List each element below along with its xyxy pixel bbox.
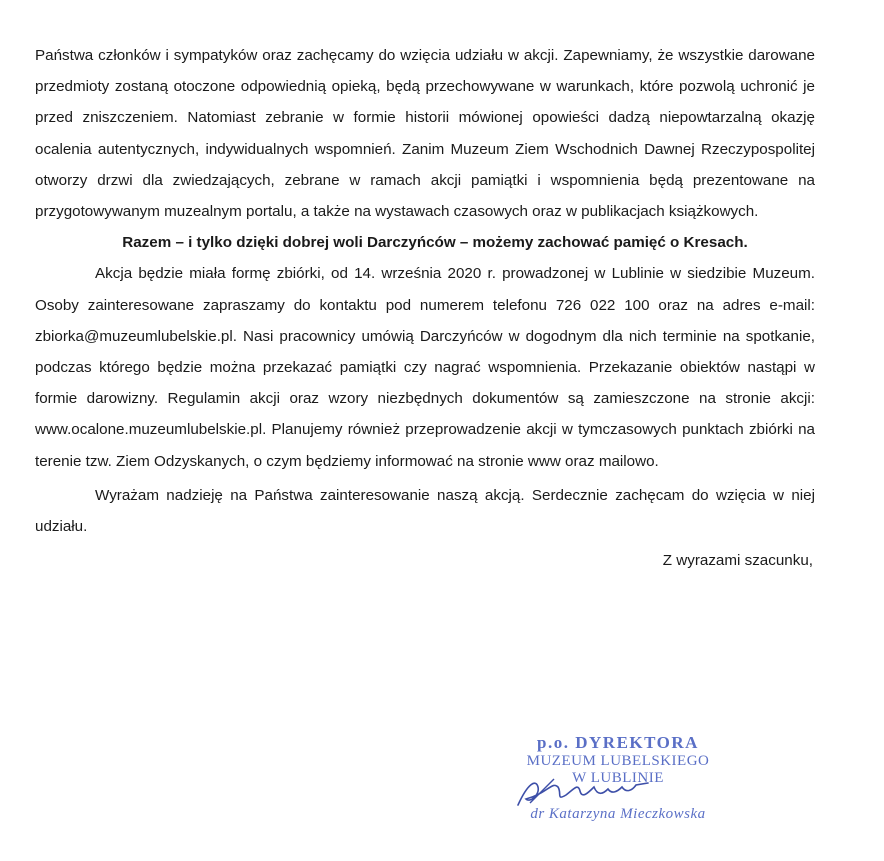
paragraph-1: Państwa członków i sympatyków oraz zachęcamy do wzięcia udziału w akcji. Zapewniamy, że wszystkie darowane przedmioty zostaną otoczone odpowiednią opieką, będą przechowywane w warunkach, które pozwolą uchronić je przed zniszczeniem. Natomiast zebranie w formie historii mówionej opowieści dadzą niepowtarzalną okazję ocalenia autentycznych, indywidualnych wspomnień. Zanim Muzeum Ziem Wschodnich Dawnej Rzeczypospolitej otworzy drzwi dla zwiedzających, zebrane w ramach akcji pamiątki i wspomnienia będą prezentowane na przygotowywanym muzealnym portalu, a także na wystawach czasowych oraz w publikacjach książkowych. (35, 47, 815, 221)
paragraph-2-bold-motto: Razem – i tylko dzięki dobrej woli Darczyńców – możemy zachować pamięć o Kresach. (122, 234, 748, 252)
stamp-title: p.o. DYREKTORA (537, 733, 699, 752)
letter-body (35, 40, 815, 576)
closing-salutation: Z wyrazami szacunku, (662, 552, 813, 570)
signatory-name: dr Katarzyna Mieczkowska (530, 806, 706, 822)
stamp-city: W LUBLINIE (572, 770, 664, 786)
paragraph-3: Akcja będzie miała formę zbiórki, od 14. września 2020 r. prowadzonej w Lublinie w siedzibie Muzeum. Osoby zainteresowane zapraszamy do kontaktu pod numerem telefonu 726 022 100 oraz na adres e-mail: zbiorka@muzeumlubelskie.pl. Nasi pracownicy umówią Darczyńców w dogodnym dla nich terminie na spotkanie, podczas którego będzie można przekazać pamiątki czy nagrać wspomnienia. Przekazanie obiektów nastąpi w formie darowizny. Regulamin akcji oraz wzory niezbędnych dokumentów są zamieszczone na stronie akcji: www.ocalone.muzeumlubelskie.pl. Planujemy również przeprowadzenie akcji w tymczasowych punktach zbiórki na terenie tzw. Ziem Odzyskanych, o czym będziemy informować na stronie www oraz mailowo. (35, 265, 815, 470)
paragraph-4: Wyrażam nadzieję na Państwa zainteresowanie naszą akcją. Serdecznie zachęcam do wzięcia w niej udziału. (35, 486, 815, 536)
stamp-institution: MUZEUM LUBELSKIEGO (526, 753, 710, 769)
director-stamp (498, 733, 738, 833)
